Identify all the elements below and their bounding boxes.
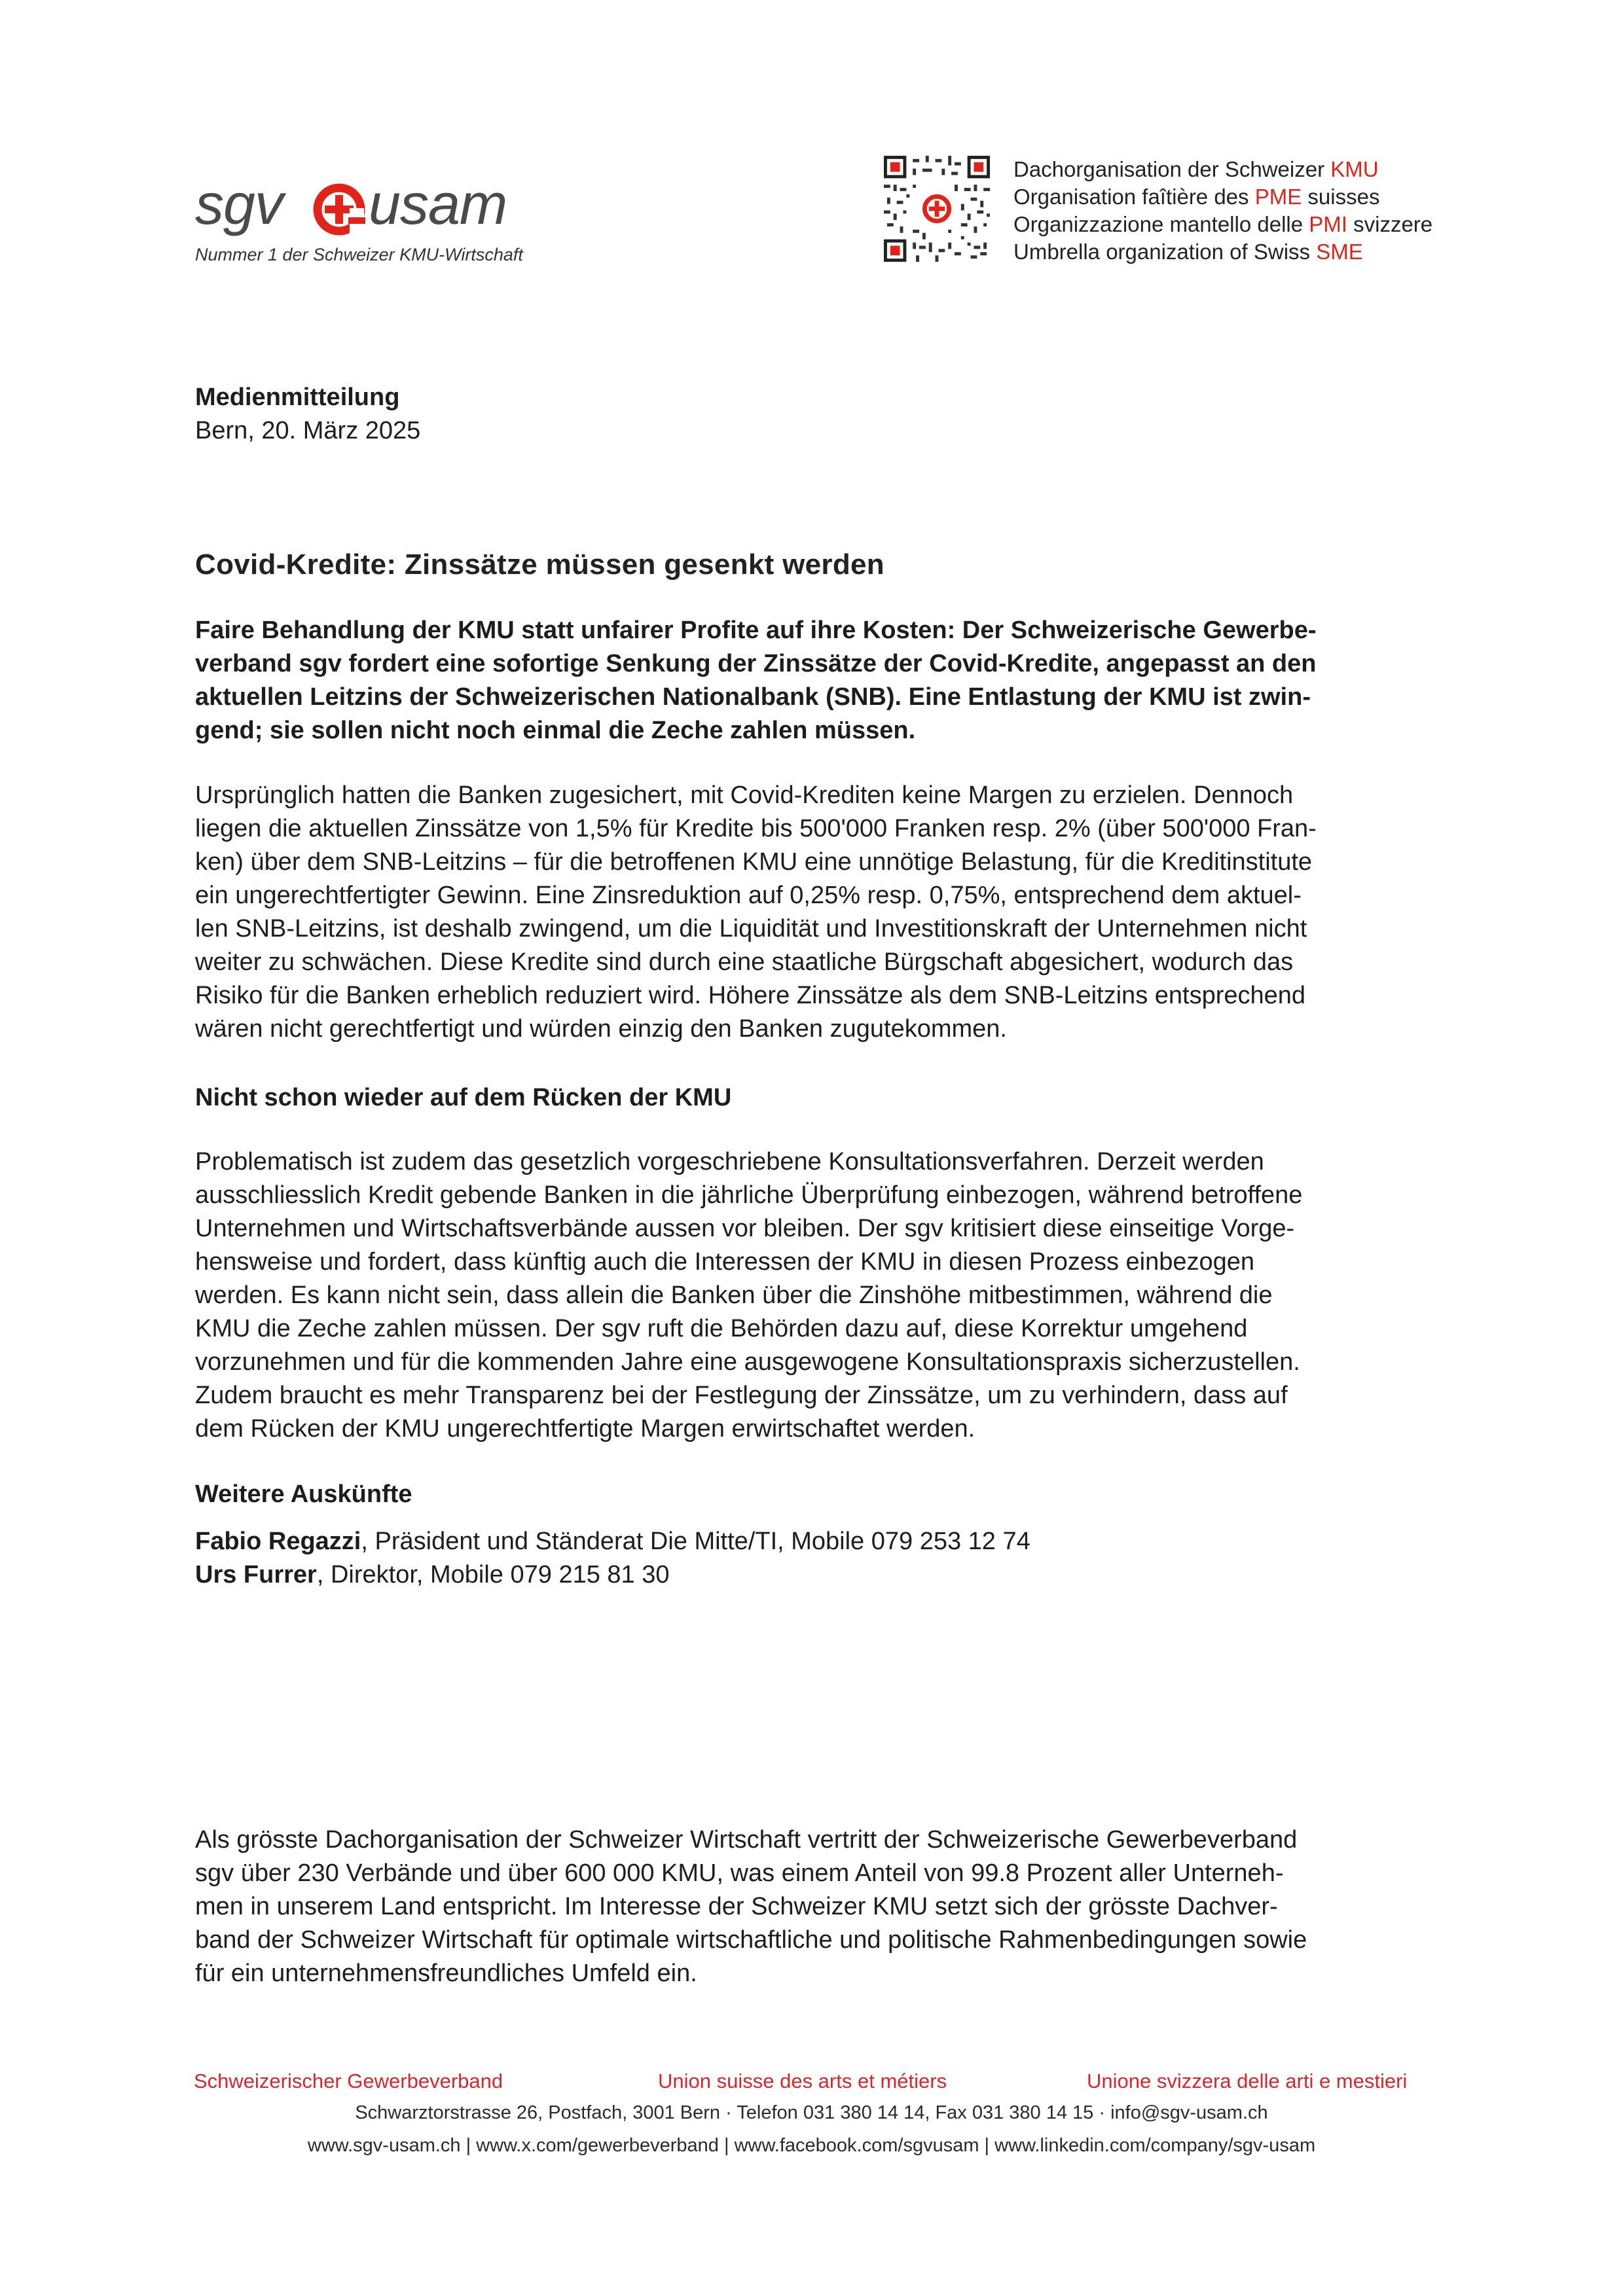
lead-line: Faire Behandlung der KMU statt unfairer Profite auf ihre Kosten: Der Schweizerische Gewerbe- (195, 617, 1317, 644)
text-line: Zudem braucht es mehr Transparenz bei der Festlegung der Zinssätze, um zu verhindern, dass auf (195, 1382, 1288, 1409)
lead-line: gend; sie sollen nicht noch einmal die Zeche zahlen müssen. (195, 717, 916, 744)
sgv-usam-logo (195, 171, 562, 243)
text-line: Ursprünglich hatten die Banken zugesichert, mit Covid-Krediten keine Margen zu erzielen. Dennoch (195, 781, 1294, 809)
text-line: hensweise und fordert, dass künftig auch die Interessen der KMU in diesen Prozess einbezogen (195, 1248, 1255, 1276)
text-line: Risiko für die Banken erheblich reduziert wird. Höhere Zinssätze als dem SNB-Leitzins entsprechend (195, 982, 1306, 1009)
text-line: band der Schweizer Wirtschaft für optimale wirtschaftliche und politische Rahmenbedingungen sowie (195, 1926, 1307, 1954)
text-line: vorzunehmen und für die kommenden Jahre eine ausgewogene Konsultationspraxis sicherzustellen. (195, 1348, 1300, 1376)
contact-name: Fabio Regazzi (195, 1528, 361, 1555)
text-line: weiter zu schwächen. Diese Kredite sind durch eine staatliche Bürgschaft abgesichert, wodurch das (195, 948, 1294, 976)
footer-name-it: Unione svizzera delle arti e mestieri (1087, 2070, 1408, 2092)
text-line: ken) über dem SNB-Leitzins – für die betroffenen KMU eine unnötige Belastung, für die Kreditinstitute (195, 848, 1313, 876)
about-paragraph (195, 1823, 1434, 1990)
footer-name-fr: Union suisse des arts et métiers (658, 2070, 947, 2092)
text-line: werden. Es kann nicht sein, dass allein die Banken über die Zinshöhe mitbestimmen, während die (195, 1282, 1273, 1309)
lead-line: verband sgv fordert eine sofortige Senkung der Zinssätze der Covid-Kredite, angepasst an den (195, 650, 1317, 677)
document-type: Medienmitteilung (195, 384, 400, 411)
contact-item (195, 1525, 1434, 1558)
contact-item (195, 1558, 1434, 1592)
text-line: sgv über 230 Verbände und über 600 000 KMU, was einem Anteil von 99.8 Prozent aller Unterneh- (195, 1859, 1284, 1887)
organization-descriptions (1013, 156, 1432, 266)
text-line: ausschliesslich Kredit gebende Banken in die jährliche Überprüfung einbezogen, während betroffene (195, 1181, 1303, 1209)
headline: Covid-Kredite: Zinssätze müssen gesenkt werden (195, 548, 884, 581)
org-line-it: Organizzazione mantello delle PMI svizzere (1013, 212, 1433, 236)
subheading-contacts: Weitere Auskünfte (195, 1480, 412, 1508)
text-line: dem Rücken der KMU ungerechtfertigte Margen erwirtschaftet werden. (195, 1415, 976, 1443)
org-line-fr: Organisation faîtière des PME suisses (1013, 185, 1380, 209)
lead-line: aktuellen Leitzins der Schweizerischen Nationalbank (SNB). Eine Entlastung der KMU ist zwin- (195, 683, 1311, 711)
text-line: len SNB-Leitzins, ist deshalb zwingend, um die Liquidität und Investitionskraft der Unternehmen nicht (195, 915, 1307, 942)
text-line: wären nicht gerechtfertigt und würden einzig den Banken zugutekommen. (195, 1015, 1007, 1043)
contact-detail: , Direktor, Mobile 079 215 81 30 (316, 1561, 670, 1588)
footer-web-links[interactable]: www.sgv-usam.ch | www.x.com/gewerbeverband | www.facebook.com/sgvusam | www.linkedin.com/company/sgv-usam (307, 2135, 1316, 2156)
contact-name: Urs Furrer (195, 1561, 317, 1588)
lead-paragraph (195, 614, 1434, 747)
body-paragraph-1 (195, 779, 1434, 1046)
contact-list (195, 1525, 1434, 1592)
logo-cross-icon (312, 182, 367, 237)
body-paragraph-2 (195, 1145, 1434, 1446)
logo-text-usam: usam (369, 171, 507, 236)
subheading-kmu: Nicht schon wieder auf dem Rücken der KMU (195, 1084, 732, 1111)
tagline: Nummer 1 der Schweizer KMU-Wirtschaft (195, 245, 523, 264)
qr-code-icon[interactable] (884, 156, 990, 262)
footer-address: Schwarztorstrasse 26, Postfach, 3001 Bern · Telefon 031 380 14 14, Fax 031 380 14 15 · info@sgv-usam.ch (355, 2102, 1268, 2123)
text-line: KMU die Zeche zahlen müssen. Der sgv ruft die Behörden dazu auf, diese Korrektur umgehend (195, 1315, 1248, 1342)
document-meta (195, 381, 1434, 448)
text-line: für ein unternehmensfreundliches Umfeld ein. (195, 1960, 697, 1987)
text-line: Als grösste Dachorganisation der Schweizer Wirtschaft vertritt der Schweizerische Gewerbeverband (195, 1826, 1298, 1854)
org-line-en: Umbrella organization of Swiss SME (1013, 240, 1363, 264)
text-line: liegen die aktuellen Zinssätze von 1,5% für Kredite bis 500'000 Franken resp. 2% (über 500'000 Fran- (195, 815, 1317, 842)
text-line: Unternehmen und Wirtschaftsverbände aussen vor bleiben. Der sgv kritisiert diese einseitige Vorge- (195, 1215, 1295, 1242)
logo-text-sgv: sgv (195, 171, 283, 236)
text-line: Problematisch ist zudem das gesetzlich vorgeschriebene Konsultationsverfahren. Derzeit werden (195, 1148, 1264, 1175)
footer-name-de: Schweizerischer Gewerbeverband (194, 2070, 503, 2092)
text-line: ein ungerechtfertigter Gewinn. Eine Zinsreduktion auf 0,25% resp. 0,75%, entsprechend dem aktuel- (195, 882, 1302, 909)
dateline: Bern, 20. März 2025 (195, 417, 421, 444)
text-line: men in unserem Land entspricht. Im Interesse der Schweizer KMU setzt sich der grösste Dachver- (195, 1893, 1278, 1920)
org-line-de: Dachorganisation der Schweizer KMU (1013, 157, 1379, 181)
contact-detail: , Präsident und Ständerat Die Mitte/TI, Mobile 079 253 12 74 (361, 1528, 1030, 1555)
